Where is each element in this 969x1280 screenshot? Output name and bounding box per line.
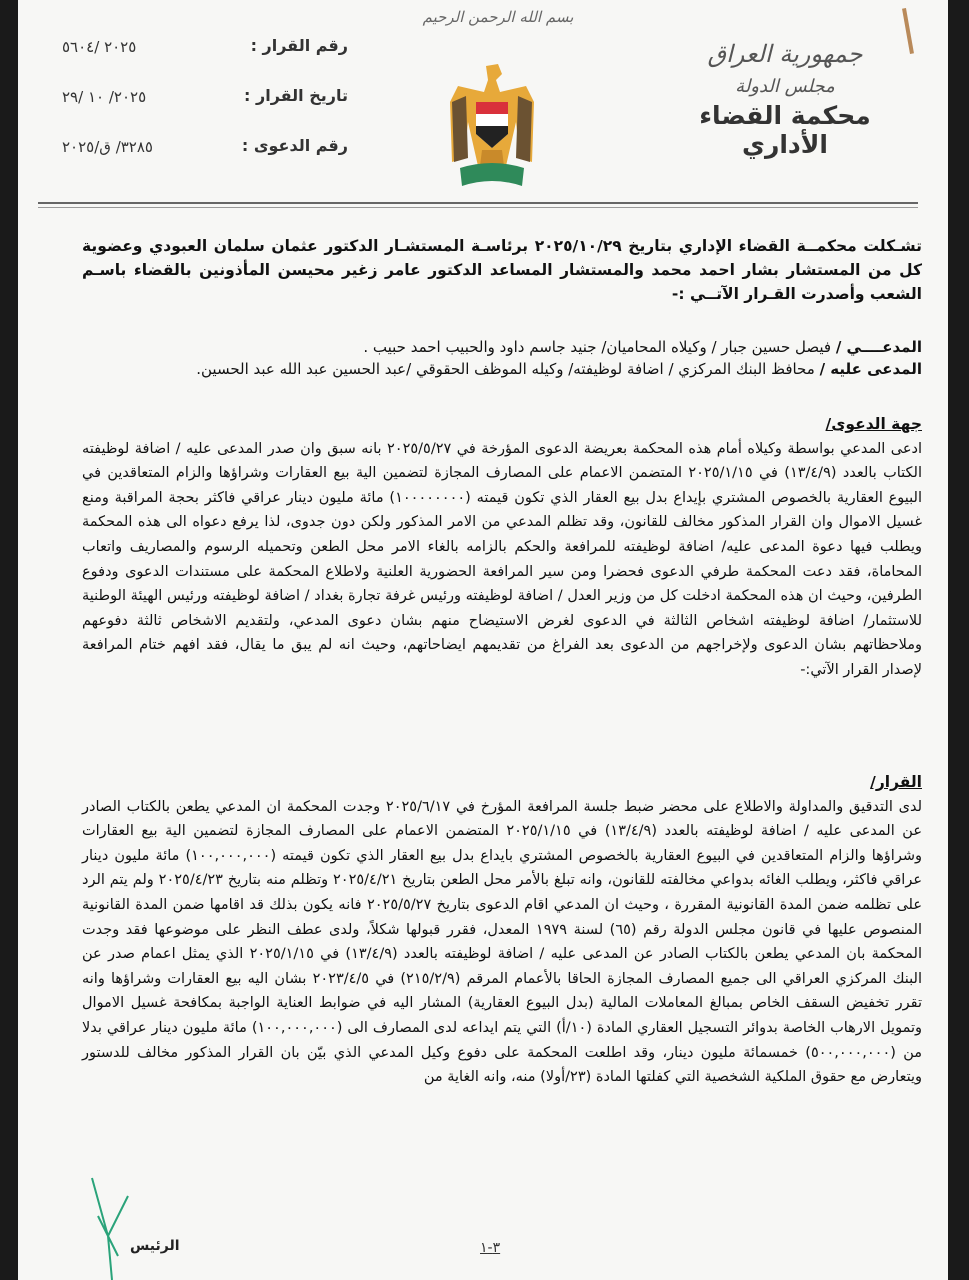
decision-number-value: ٢٠٢٥ /٥٦٠٤ [62, 38, 137, 56]
claim-section [82, 412, 922, 683]
decision-section-title: القرار/ [870, 773, 922, 791]
decision-date-value: ٢٠٢٥/ ١٠ /٢٩ [62, 88, 147, 106]
case-number-label: رقم الدعوى : [241, 136, 348, 155]
basmala: بسم الله الرحمن الرحيم [422, 8, 574, 26]
header-divider [38, 202, 918, 204]
defendant-label: المدعى عليه / [819, 360, 922, 378]
claim-section-title: جهة الدعوى/ [825, 415, 922, 433]
plaintiff-value: فيصل حسين جبار / وكيلاه المحاميان/ جنيد جاسم داود والحبيب احمد حبيب . [363, 338, 836, 356]
claim-section-text: ادعى المدعي بواسطة وكيلاه أمام هذه المحكمة بعريضة الدعوى المؤرخة في ٢٠٢٥/٥/٢٧ بانه سبق وان صدر المدعى عليه / اضافة لوظيفته الكتاب بالعدد (١٣/٤/٩) في ٢٠٢٥/١/١٥ المتضمن الاعمام على المصارف المجازة لتضمين الية بيع العقارات وشراؤها والزام المتعاقدين في البيوع العقارية بالخصوص المشتري بإيداع بدل بيع العقار الذي تكون قيمته (١٠٠٠٠٠٠٠٠) مائة مليون دينار عراقي فاكثر بحجة المراقبة ومنع غسيل الاموال وان القرار المذكور مخالف للقانون، وقد تظلم المدعي من الامر المذكور ولكن دون جدوى، لذا يرفع دعواه الى هذه المحكمة ويطلب فيها دعوة المدعى عليه/ اضافة لوظيفته للمرافعة والحكم بالزامه بالغاء الامر محل الطعن وتحميله الرسوم والمصاريف واتعاب المحاماة، فقد دعت المحكمة طرفي الدعوى فحضرا ومن سير المرافعة الحضورية العلنية ولاطلاع المحكمة على مستندات الدعوى ودفوع الطرفين، وحيث ان هذه المحكمة ادخلت كل من وزير العدل / اضافة لوظيفته ورئيس غرفة تجارة بغداد / اضافة لوظيفته ورئيس الهيئة الوطنية للاستثمار/ اضافة لوظيفته اشخاص الثالثة في الدعوى لغرض الاستيضاح منهم بشان دعوى المدعي، ولتقديم الاشخاص ثالثة دفوعهم وملاحظاتهم بشان الدعوى ولإخراجهم من الدعوى بعد الفراغ من تقديمهم ايضاحاتهم، وحيث انه لم يبق ما يقال، فقد افهم ختام المرافعة لإصدار القرار الآتي:- [82, 440, 923, 678]
council-name: مجلس الدولة [735, 76, 835, 97]
plaintiff-line [82, 336, 922, 358]
decision-info [48, 36, 348, 186]
case-number-value: ٣٢٨٥/ ق/٢٠٢٥ [62, 138, 153, 156]
president-signature-label: الرئيس [130, 1238, 180, 1254]
decision-section-text: لدى التدقيق والمداولة والاطلاع على محضر ضبط جلسة المرافعة المؤرخ في ٢٠٢٥/٦/١٧ وجدت المحكمة ان المدعي يطعن بالكتاب الصادر عن المدعى عليه / اضافة لوظيفته بالعدد (١٣/٤/٩) في ٢٠٢٥/١/١٥ المتضمن الاعمام على المصارف المجازة لتضمين الية بيع العقارات وشراؤها والزام المتعاقدين في البيوع العقارية بالخصوص المشتري بايداع بدل بيع العقار الذي تكون قيمته (١٠٠,٠٠٠,٠٠٠) مائة مليون دينار عراقي فاكثر، ويطلب الغائه بدواعي مخالفته للقانون، وانه تبلغ بالأمر محل الطعن بتاريخ ٢٠٢٥/٤/٢١ وتظلم منه بتاريخ ٢٠٢٥/٤/٢٣ ولم يتم الرد على تظلمه ضمن المدة القانونية المقررة ، وحيث ان المدعي اقام الدعوى بتاريخ ٢٠٢٥/٥/٢٧ فانه يكون بذلك قد اقامها ضمن المدة القانونية المنصوص عليها في قانون مجلس الدولة رقم (٦٥) لسنة ١٩٧٩ المعدل، فقرر قبولها شكلاً، ولدى عطف النظر على موضوعها فقد وجدت المحكمة بان المدعي يطعن بالكتاب الصادر عن المدعى عليه / اضافة لوظيفته بالعدد (١٣/٤/٩) في ٢٠٢٥/١/١٥ الذي يمثل اعمام صدر عن البنك المركزي العراقي الى جميع المصارف المجازة الحاقا بالأعمام المرقم (٢١٥/٢/٩) في ٢٠٢٣/٤/٥ بشان اليه بيع العقارات وشراؤها وانه تقرر تخفيض السقف الخاص بمبالغ المعاملات المالية (بدل البيوع العقارية) المشار اليه في ضوابط العناية الواجبة بمكافحة غسيل الاموال وتمويل الارهاب الخاصة بدوائر التسجيل العقاري المادة (١٠/أ) التي يتم ايداعه لدى المصارف الى (١٠٠,٠٠٠,٠٠٠) مائة مليون دينار عراقي بدلا من (٥٠٠,٠٠٠,٠٠٠) خمسمائة مليون دينار، وقد اطلعت المحكمة على دفوع وكيل المدعي الذي بيّن بان القرار المذكور مخالف للدستور ويتعارض مع حقوق الملكية الشخصية التي كفلتها المادة (٢٣/أولا) منه، وانه الغاية من [82, 798, 922, 1086]
document-page [18, 0, 948, 1280]
case-number-row [48, 136, 348, 186]
court-name: محكمة القضاء الأداري [699, 101, 871, 159]
signature-mark [88, 1176, 168, 1280]
plaintiff-label: المدعــــي / [835, 338, 922, 356]
decision-number-label: رقم القرار : [250, 36, 348, 55]
decision-date-row [48, 86, 348, 136]
country-name: جمهورية العراق [707, 40, 863, 68]
defendant-line [82, 358, 922, 380]
header-divider-thin [38, 207, 918, 208]
decision-date-label: تاريخ القرار : [244, 86, 348, 105]
decision-section [82, 770, 922, 1090]
parties-block [82, 336, 922, 380]
issuer-header [660, 40, 910, 159]
decision-number-row [48, 36, 348, 86]
iraq-eagle-emblem-icon [446, 62, 538, 190]
defendant-value: محافظ البنك المركزي / اضافة لوظيفته/ وكيله الموظف الحقوقي /عبد الحسين عبد الله عبد الحسين. [196, 360, 820, 378]
page-number: ٣-١ [480, 1240, 501, 1256]
court-composition: تشـكلت محكمــة القضاء الإداري بتاريخ ٢٠٢٥/١٠/٢٩ برئاسـة المستشـار الدكتور عثمان سلمان العبودي وعضوية كل من المستشار بشار احمد محمد والمستشار المساعد الدكتور عامر زغير محيسن المأذونين بالقضاء باسـم الشعب وأصدرت القـرار الآتــي :- [82, 237, 922, 303]
